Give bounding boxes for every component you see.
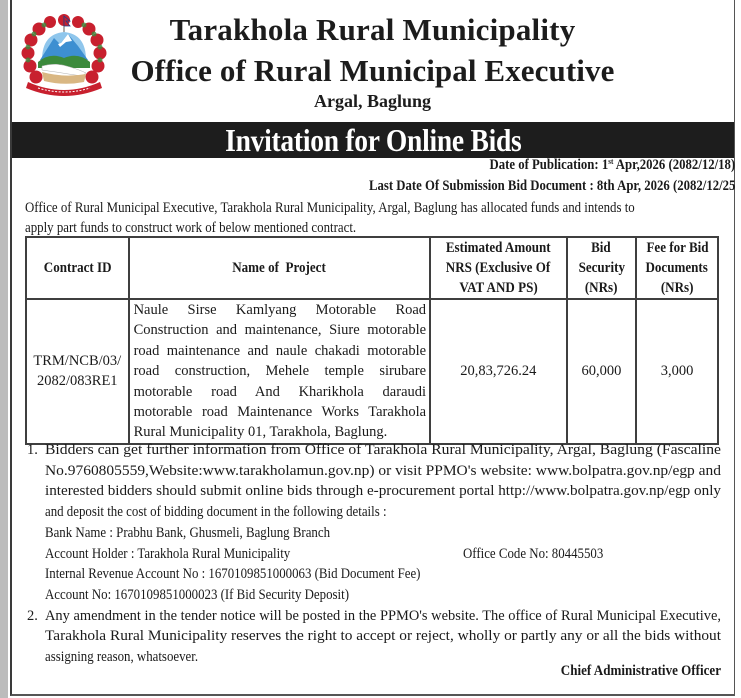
note-1-number: 1. xyxy=(27,442,38,458)
note-1 xyxy=(27,440,721,606)
office-title: Office of Rural Municipal Executive xyxy=(130,53,615,88)
submission-deadline xyxy=(319,178,735,195)
internal-revenue-account: Internal Revenue Account No : 1670109851000063 (Bid Document Fee) xyxy=(45,566,421,583)
municipality-title: Tarakhola Rural Municipality xyxy=(169,12,576,47)
cell-document-fee: 3,000 xyxy=(636,299,718,444)
notes-list xyxy=(27,440,721,668)
note-2-line: Any amendment in the tender notice will be posted in the PPMO's website. The office of Rural Municipal Executive, xyxy=(45,607,722,624)
bid-security-account: Account No: 1670109851000023 (If Bid Security Deposit) xyxy=(45,586,349,603)
submission-deadline-text: Last Date Of Submission Bid Document : 8th Apr, 2026 (2082/12/25 xyxy=(368,178,735,194)
header-bid-security: Bid Security (NRs) xyxy=(567,237,637,299)
cell-project-name: Naule Sirse Kamlyang Motorable Road Construction and maintenance, Siure motorable road maintenance and naule chakadi motorable road construction, Mehele temple sirubare motorable road And Kharikhola daraudi motorable road Maintenance Works Tarakhola Rural Municipality 01, Tarakhola, Baglung. xyxy=(129,299,430,444)
header-estimated-amount: Estimated Amount NRS (Exclusive Of VAT AND PS) xyxy=(430,237,567,299)
note-1-line: Bidders can get further information from Office of Tarakhola Rural Municipality, Argal, Baglung (Fascaline xyxy=(45,442,721,458)
left-margin-strip xyxy=(0,0,8,698)
intro-line-1: Office of Rural Municipal Executive, Tarakhola Rural Municipality, Argal, Baglung has allocated funds and intends to xyxy=(25,200,635,216)
contract-table xyxy=(25,236,719,445)
intro-paragraph xyxy=(25,198,720,238)
table-header-row xyxy=(26,237,718,299)
header-project-name: Name of Project xyxy=(129,237,430,299)
notice-banner xyxy=(12,122,734,158)
office-code: Office Code No: 80445503 xyxy=(463,545,604,562)
account-holder-row xyxy=(45,544,721,565)
note-2-line: Tarakhola Rural Municipality reserves the right to accept or reject, wholly or partly any or all the bids without xyxy=(45,628,721,645)
cell-contract-id: TRM/NCB/03/ 2082/083RE1 xyxy=(26,299,129,444)
note-2-line: assigning reason, whatsoever. xyxy=(45,649,199,666)
table-row xyxy=(26,299,718,444)
notice-title: Invitation for Online Bids xyxy=(224,122,522,158)
cell-estimated-amount: 20,83,726.24 xyxy=(430,299,567,444)
note-2 xyxy=(27,606,721,668)
nepal-emblem-icon xyxy=(20,12,108,102)
publication-date-label: Date of Publication: 1 xyxy=(489,157,609,173)
note-1-line: and deposit the cost of bidding document in the following details : xyxy=(45,504,387,521)
header-bid-document-fee: Fee for Bid Documents (NRs) xyxy=(636,237,718,299)
header-contract-id: Contract ID xyxy=(26,237,129,299)
intro-line-2: apply part funds to construct work of below mentioned contract. xyxy=(25,220,357,236)
cell-bid-security: 60,000 xyxy=(567,299,637,444)
account-holder: Account Holder : Tarakhola Rural Municipality xyxy=(45,545,291,562)
publication-date-value: Apr,2026 (2082/12/18) xyxy=(613,157,735,173)
bank-name: Bank Name : Prabhu Bank, Ghusmeli, Baglung Branch xyxy=(45,524,331,541)
office-location: Argal, Baglung xyxy=(313,91,432,111)
note-1-line: interested bidders should submit online bids through e-procurement portal http://www.bolpatra.gov.np/egp only xyxy=(45,483,722,500)
note-2-number: 2. xyxy=(27,607,38,624)
publication-date xyxy=(456,157,735,174)
publication-date-suffix: st xyxy=(608,157,614,166)
signatory-title: Chief Administrative Officer xyxy=(560,663,721,679)
note-1-line: No.9760805559,Website:www.tarakholamun.gov.np) or visit PPMO's website: www.bolpatra.gov.np/egp and xyxy=(45,462,721,479)
